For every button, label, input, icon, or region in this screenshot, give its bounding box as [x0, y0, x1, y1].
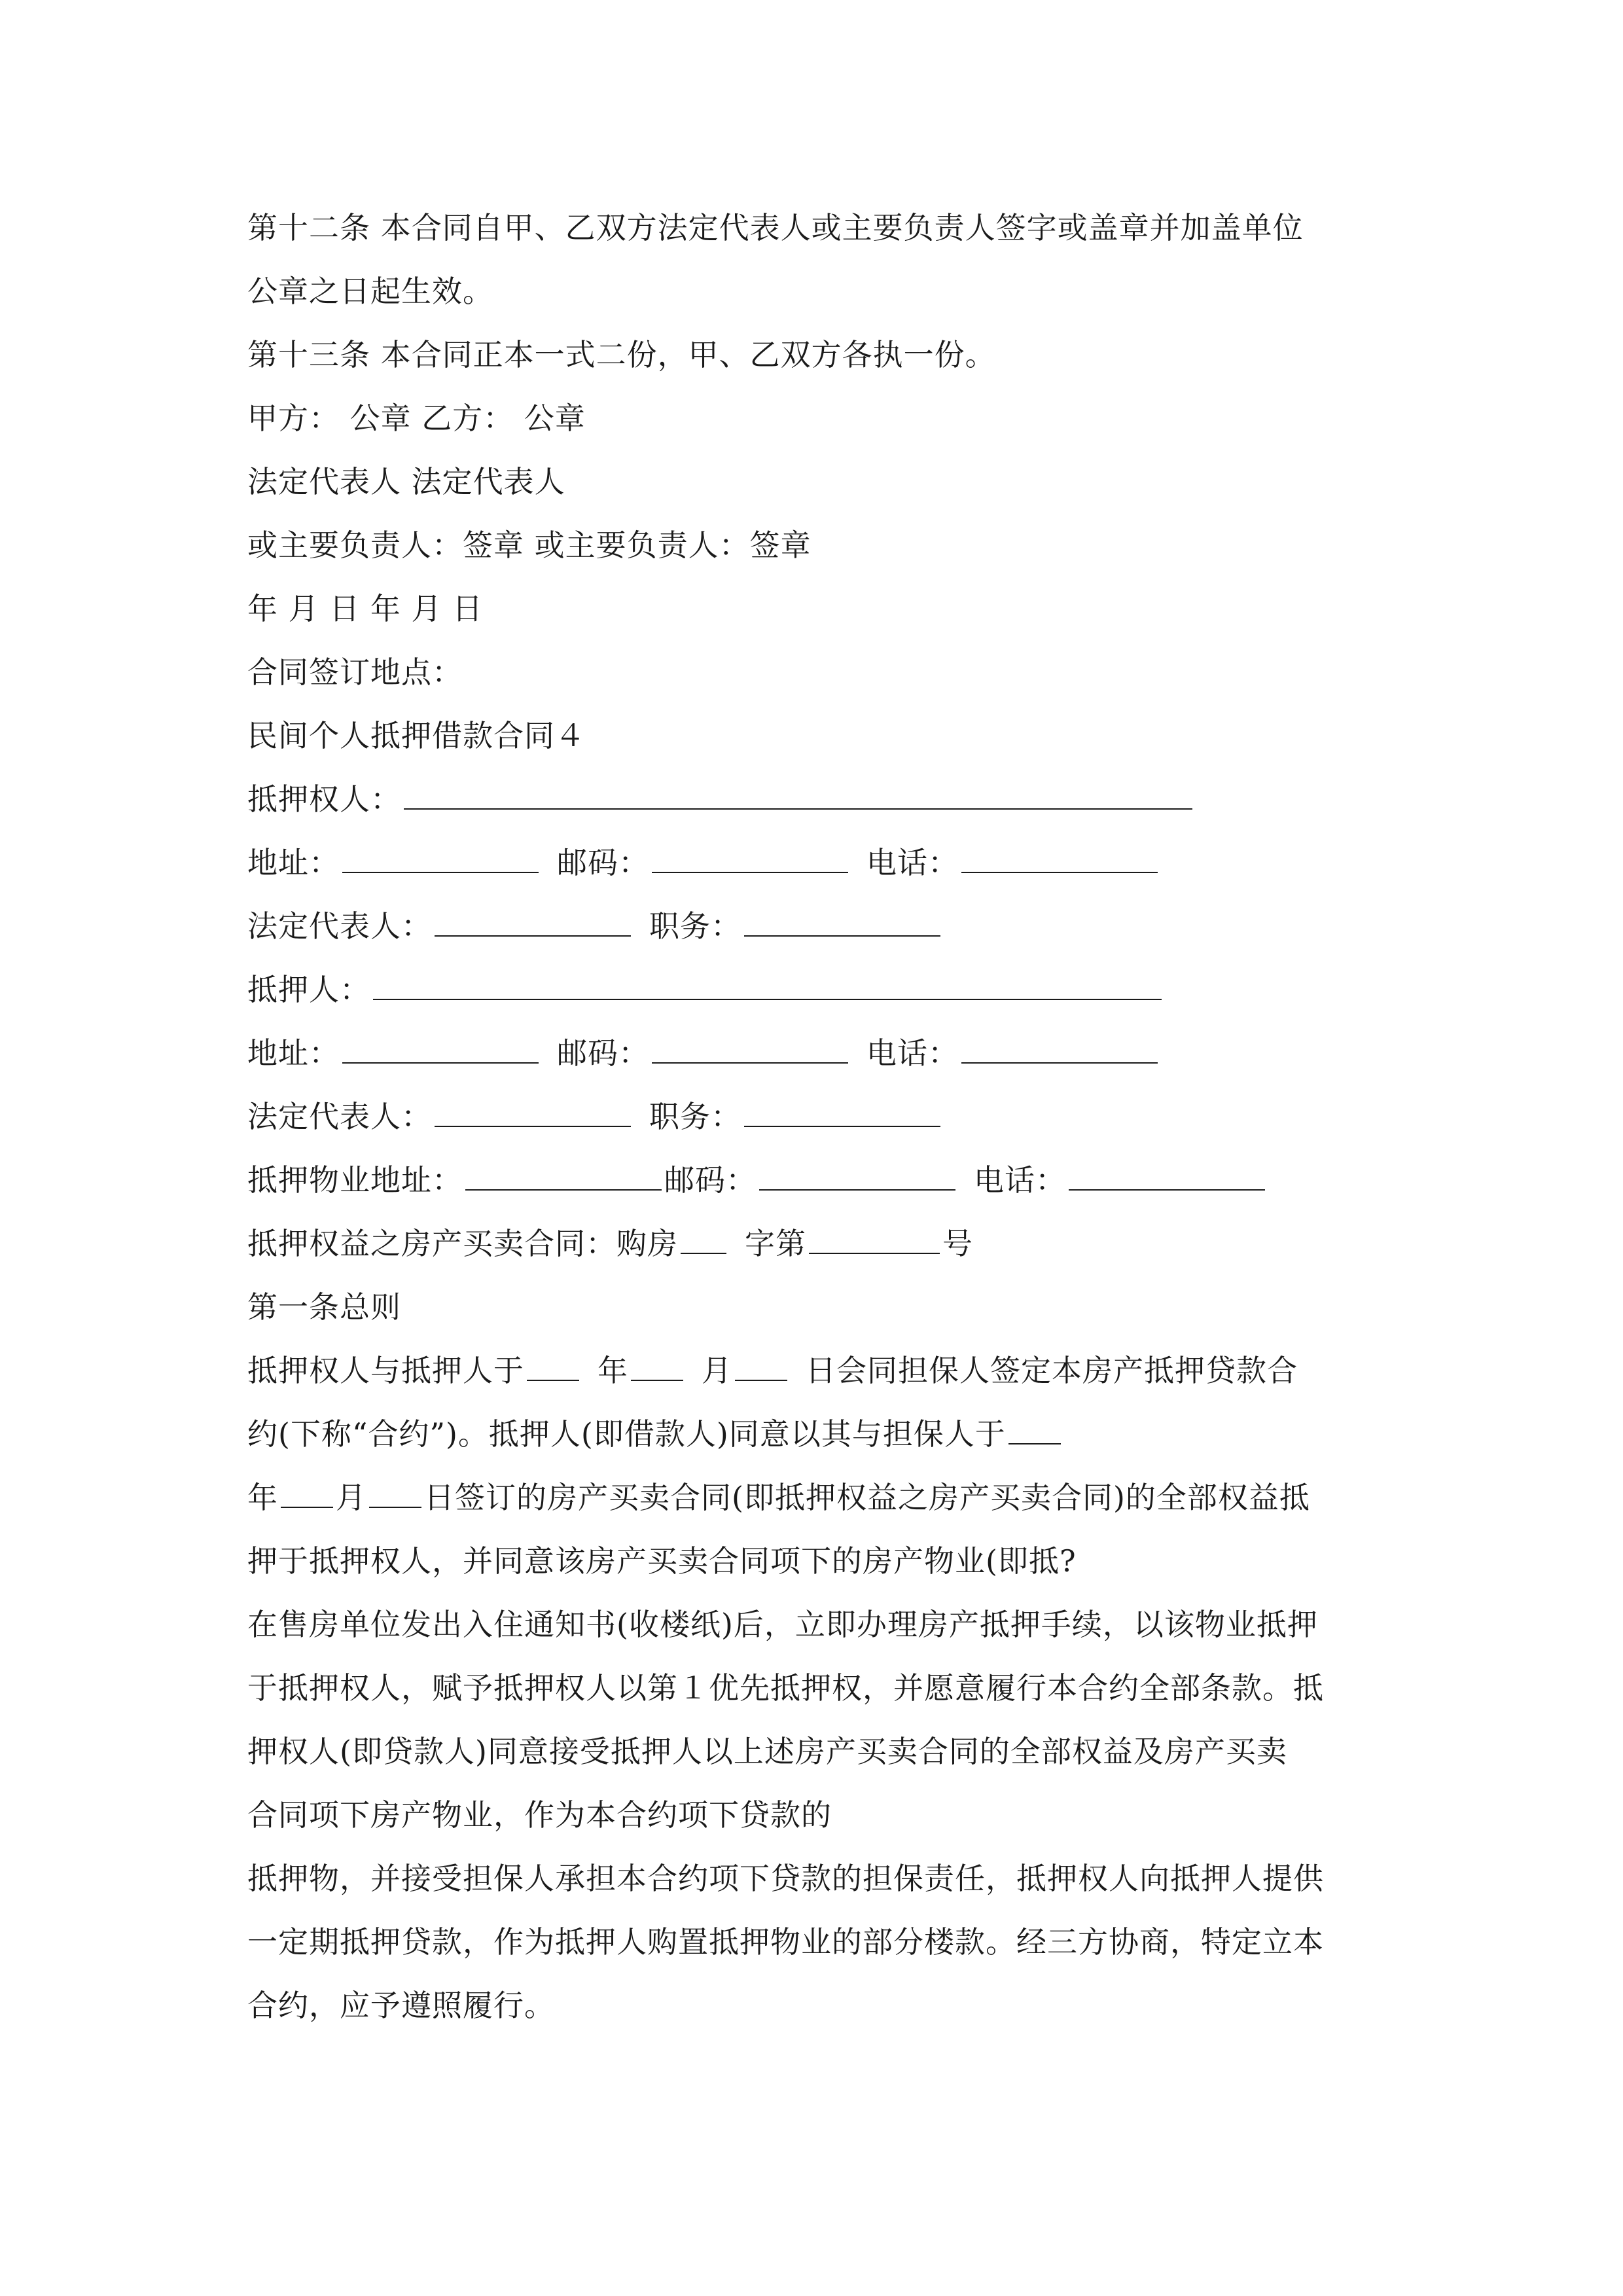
character-number-label: 字第: [745, 1226, 806, 1261]
tel-label: 电话：: [866, 1035, 959, 1071]
zip-label: 邮码：: [557, 845, 649, 880]
address-label: 地址：: [247, 1035, 340, 1071]
position-blank: [744, 1090, 940, 1127]
tel-label: 电话：: [866, 845, 959, 880]
general-line-5: 在售房单位发出入住通知书(收楼纸)后，立即办理房产抵押手续，以该物业抵押: [247, 1607, 1318, 1642]
mortgagor-contact-line: [247, 1022, 1380, 1085]
purchase-blank: [681, 1217, 726, 1254]
article-1-heading: 第一条总则: [247, 1289, 401, 1325]
year-blank: [527, 1344, 579, 1381]
mortgagor-rep-line: [247, 1085, 1380, 1149]
position-label: 职务：: [649, 1099, 741, 1134]
general-line-2: [247, 1403, 1380, 1466]
general-line-7: 押权人(即贷款人)同意接受抵押人以上述房产买卖合同的全部权益及房产买卖: [247, 1734, 1287, 1769]
purchase-contract-label: 抵押权益之房产买卖合同：购房: [247, 1226, 678, 1261]
signing-place-line: 合同签订地点：: [247, 655, 463, 690]
address-blank: [342, 836, 539, 873]
text-segment: 日签订的房产买卖合同(即抵押权益之房产买卖合同)的全部权益抵: [424, 1480, 1310, 1515]
general-line-8: 合同项下房产物业，作为本合约项下贷款的: [247, 1797, 832, 1833]
property-address-line: [247, 1149, 1380, 1212]
general-line-4: 押于抵押权人，并同意该房产买卖合同项下的房产物业(即抵?: [247, 1543, 1077, 1579]
general-line-3: [247, 1466, 1380, 1530]
month-blank: [631, 1344, 683, 1381]
number-suffix: 号: [942, 1226, 973, 1261]
rep-label: 法定代表人：: [247, 1099, 432, 1134]
date-line: 年 月 日 年 月 日: [247, 591, 484, 626]
mortgagee-label: 抵押权人：: [247, 781, 401, 817]
text-segment: 日会同担保人签定本房产抵押贷款合: [806, 1353, 1298, 1388]
property-address-blank: [465, 1154, 662, 1191]
legal-rep-line: 法定代表人 法定代表人: [247, 464, 565, 499]
mortgagor-blank: [373, 963, 1162, 1000]
contract-title: 民间个人抵押借款合同４: [247, 718, 586, 753]
mortgagee-rep-line: [247, 895, 1380, 958]
mortgagee-contact-line: [247, 831, 1380, 895]
rep-blank: [435, 900, 631, 937]
mortgagor-label: 抵押人：: [247, 972, 370, 1007]
day-blank: [735, 1344, 787, 1381]
mortgagee-blank: [404, 773, 1192, 810]
zip-blank: [759, 1154, 955, 1191]
text-segment: 月: [336, 1480, 366, 1515]
purchase-contract-line: [247, 1212, 1380, 1276]
general-line-11: 合约，应予遵照履行。: [247, 1988, 555, 2023]
day-blank: [369, 1471, 421, 1508]
position-blank: [744, 900, 940, 937]
month-blank: [281, 1471, 333, 1508]
address-blank: [342, 1027, 539, 1064]
text-segment: 年: [597, 1353, 628, 1388]
tel-blank: [961, 1027, 1158, 1064]
responsible-person-line: 或主要负责人：签章 或主要负责人：签章: [247, 528, 812, 563]
zip-blank: [652, 836, 848, 873]
document-page: [247, 196, 1380, 2037]
general-line-9: 抵押物，并接受担保人承担本合约项下贷款的担保责任，抵押权人向抵押人提供: [247, 1861, 1324, 1896]
number-blank: [809, 1217, 940, 1254]
tel-label: 电话：: [974, 1162, 1066, 1198]
general-line-1: [247, 1339, 1380, 1403]
text-segment: 年: [247, 1480, 278, 1515]
tel-blank: [961, 836, 1158, 873]
general-line-10: 一定期抵押贷款，作为抵押人购置抵押物业的部分楼款。经三方协商，特定立本: [247, 1924, 1324, 1960]
text-segment: 月: [702, 1353, 732, 1388]
rep-label: 法定代表人：: [247, 908, 432, 944]
property-address-label: 抵押物业地址：: [247, 1162, 463, 1198]
general-line-6: 于抵押权人，赋予抵押权人以第１优先抵押权，并愿意履行本合约全部条款。抵: [247, 1670, 1324, 1706]
text-segment: 抵押权人与抵押人于: [247, 1353, 524, 1388]
rep-blank: [435, 1090, 631, 1127]
tel-blank: [1069, 1154, 1265, 1191]
text-segment: 约(下称“合约”)。抵押人(即借款人)同意以其与担保人于: [247, 1416, 1006, 1452]
clause-12-line-1: 第十二条 本合同自甲、乙双方法定代表人或主要负责人签字或盖章并加盖单位: [247, 210, 1304, 245]
position-label: 职务：: [649, 908, 741, 944]
mortgagee-line: [247, 768, 1380, 831]
clause-12-line-2: 公章之日起生效。: [247, 274, 493, 309]
address-label: 地址：: [247, 845, 340, 880]
party-seal-line: 甲方： 公章 乙方： 公章: [247, 401, 586, 436]
mortgagor-line: [247, 958, 1380, 1022]
zip-label: 邮码：: [557, 1035, 649, 1071]
date-blank: [1008, 1408, 1061, 1444]
zip-blank: [652, 1027, 848, 1064]
clause-13: 第十三条 本合同正本一式二份，甲、乙双方各执一份。: [247, 337, 996, 372]
zip-label: 邮码：: [664, 1162, 757, 1198]
